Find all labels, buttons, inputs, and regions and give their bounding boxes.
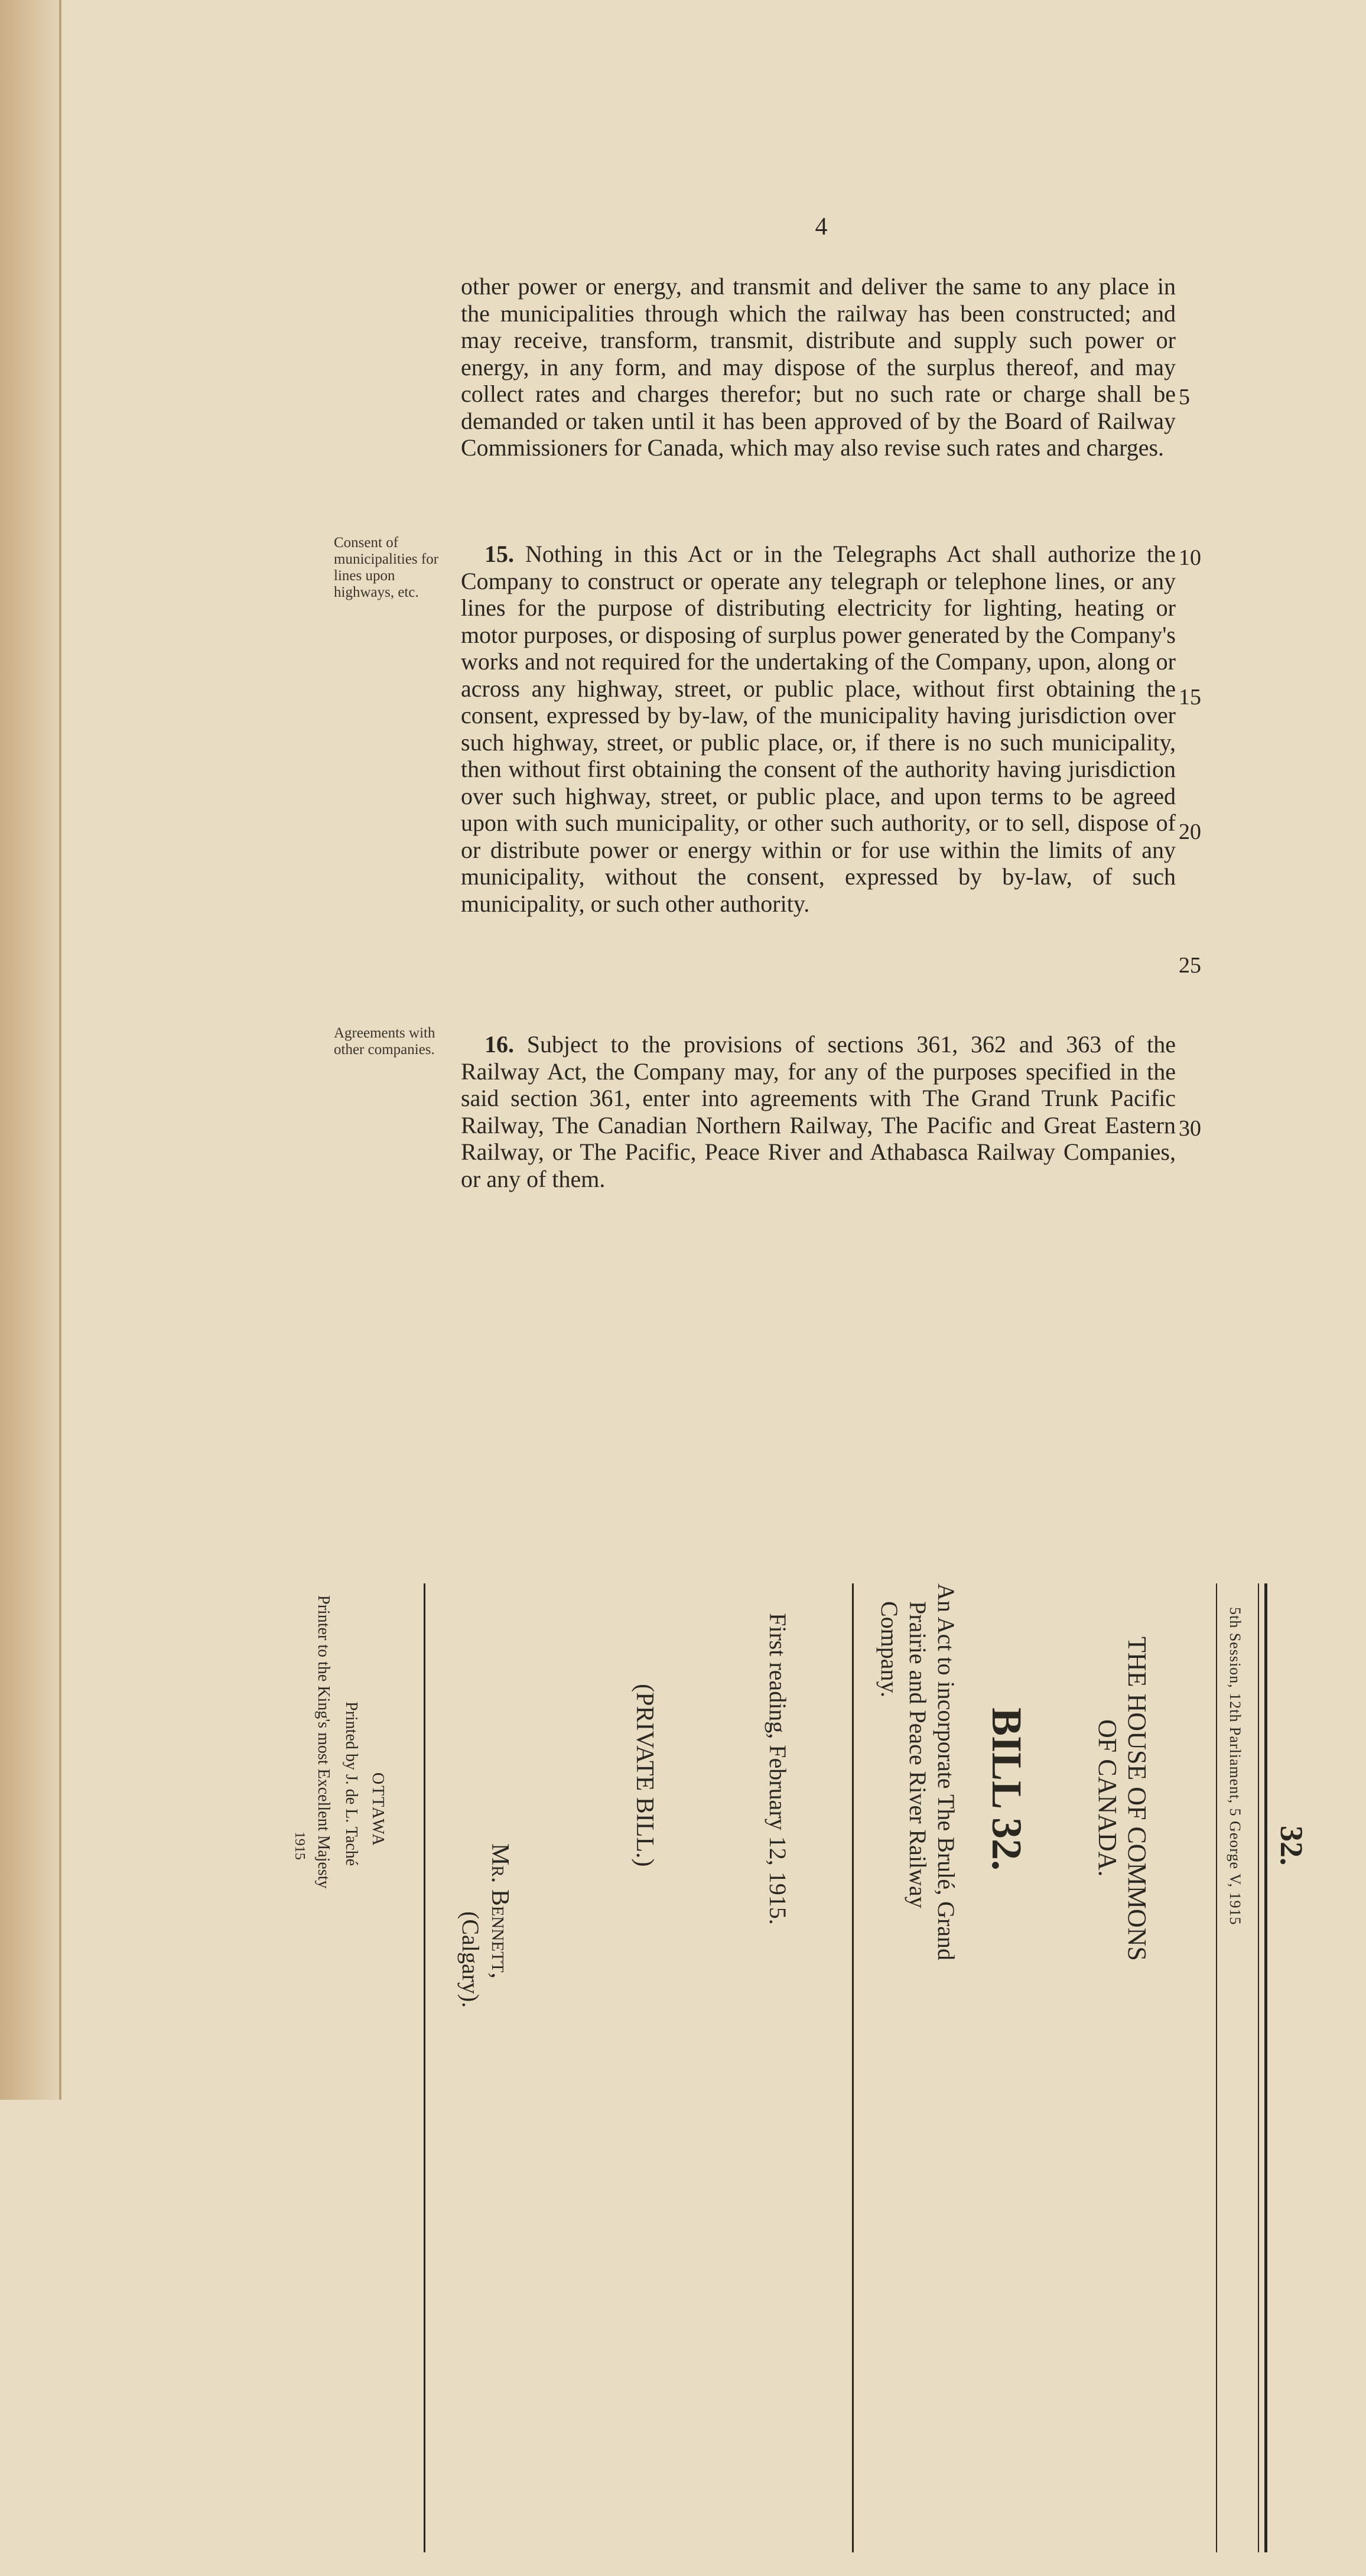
session-line: 5th Session, 12th Parliament, 5 George V, 1915: [1227, 1607, 1244, 1926]
first-reading: First reading, February 12, 1915.: [765, 1613, 791, 1925]
act-title: Company.: [876, 1601, 903, 1697]
section-16-paragraph: [461, 1031, 1176, 1192]
printing-city: OTTAWA: [369, 1772, 387, 1847]
act-title: Prairie and Peace River Railway: [905, 1601, 931, 1908]
binding-shadow: [59, 0, 61, 2100]
section-15-paragraph: [461, 541, 1176, 917]
page-number: 4: [815, 213, 828, 240]
printer-title: Printer to the King's most Excellent Majesty: [314, 1595, 333, 1889]
cover-rule: [1264, 1583, 1267, 2552]
line-number: 5: [1179, 385, 1190, 409]
paragraph-text: other power or energy, and transmit and deliver the same to any place in the municipalities through which the railway has been constructed; and may receive, transform, transmit, distribute and supply such power or energy, in any form, and may dispose of the surplus thereof, and may collect rates and charges therefor; but no such rate or charge shall be demanded or taken until it has been approved of by the Board of Railway Commissioners for Canada, which may also revise such rates and charges.: [461, 273, 1176, 461]
bill-number-large: 32.: [1274, 1826, 1309, 1866]
house-title: THE HOUSE OF COMMONS: [1123, 1637, 1152, 1961]
section-16: [461, 1031, 1176, 1192]
bill-cover-rotated: [263, 1583, 1309, 2576]
private-bill-label: (PRIVATE BILL.): [631, 1684, 658, 1867]
line-number: 25: [1179, 953, 1201, 978]
member-name: Mr. Bennett,: [486, 1843, 513, 1979]
member-riding: (Calgary).: [457, 1911, 484, 2008]
house-title-2: OF CANADA.: [1093, 1719, 1122, 1877]
margin-note-consent: Consent of municipalities for lines upon highways, etc.: [334, 535, 439, 600]
cover-rule: [424, 1583, 425, 2552]
cover-rule: [1216, 1583, 1217, 2552]
section-15: [461, 541, 1176, 917]
section-number: 15.: [484, 541, 514, 567]
cover-rule: [852, 1583, 854, 2552]
line-number: 15: [1179, 685, 1201, 710]
line-number: 20: [1179, 819, 1201, 844]
line-number: 30: [1179, 1116, 1201, 1141]
line-number: 10: [1179, 545, 1201, 570]
page-binding-edge: [0, 0, 59, 2100]
printing-year: 1915: [292, 1832, 307, 1860]
bill-title: BILL 32.: [983, 1707, 1030, 1871]
paragraph-continuation: [461, 273, 1176, 461]
margin-note-agreements: Agreements with other companies.: [334, 1025, 435, 1058]
printer-name: Printed by J. de L. Taché: [342, 1702, 360, 1866]
act-title: An Act to incorporate The Brulé, Grand: [933, 1583, 960, 1960]
cover-rule: [1258, 1583, 1259, 2552]
section-text: Nothing in this Act or in the Telegraphs Act shall authorize the Company to construct or operate any telegraph or telephone lines, or any lines for the purpose of distributing electricity for lighting, heating or motor purposes, or disposing of surplus power generated by the Company's works and not required for the undertaking of the Company, upon, along or across any highway, street, or public place, without first obtaining the consent, expressed by by-law, of the municipality having jurisdiction over such highway, street, or public place, or, if there is no such municipality, then without first obtaining the consent of the authority having jurisdiction over such highway, street, or public place, and upon terms to be agreed upon with such municipality, or other such authority, or to sell, dispose of or distribute power or energy within or for use within the limits of any municipality, without the consent, expressed by by-law, of such municipality, or such other authority.: [461, 541, 1176, 917]
bill-cover: [263, 1583, 1309, 2576]
section-text: Subject to the provisions of sections 361, 362 and 363 of the Railway Act, the Company may, for any of the purposes specified in the said section 361, enter into agreements with The Grand Trunk Pacific Railway, The Canadian Northern Railway, The Pacific and Great Eastern Railway, or The Pacific, Peace River and Athabasca Railway Companies, or any of them.: [461, 1031, 1176, 1192]
section-number: 16.: [484, 1031, 514, 1058]
